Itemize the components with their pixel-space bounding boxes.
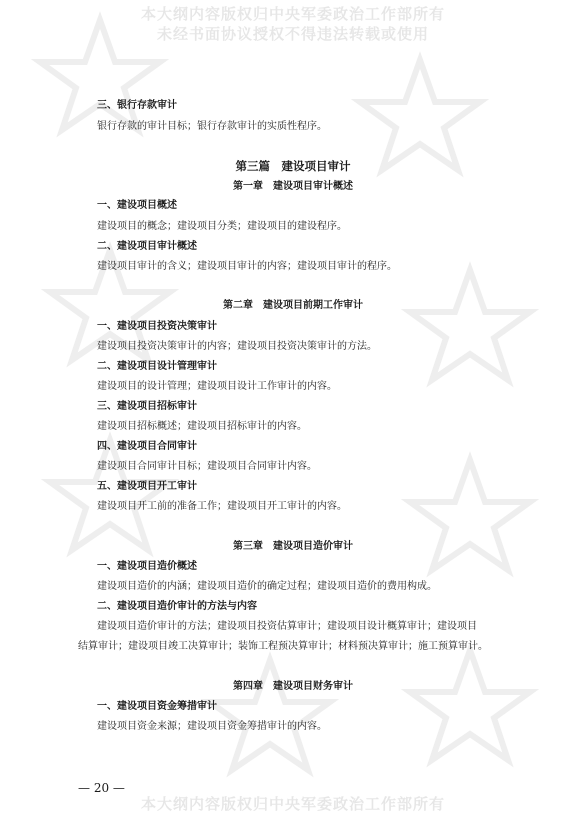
chapter-title: 第一章 建设项目审计概述 (233, 181, 353, 192)
section-text: 建设项目造价的内涵；建设项目造价的确定过程；建设项目造价的费用构成。 (97, 581, 437, 592)
section-text: 建设项目投资决策审计的内容；建设项目投资决策审计的方法。 (97, 341, 377, 352)
section-text: 建设项目的设计管理；建设项目设计工作审计的内容。 (97, 381, 337, 392)
chapter-title: 第四章 建设项目财务审计 (233, 681, 353, 692)
section-heading: 一、建设项目投资决策审计 (97, 321, 217, 332)
section-text: 建设项目招标概述；建设项目招标审计的内容。 (97, 421, 307, 432)
section-text: 建设项目审计的含义；建设项目审计的内容；建设项目审计的程序。 (97, 261, 397, 272)
section-heading: 一、建设项目概述 (97, 200, 177, 211)
section-heading: 二、建设项目造价审计的方法与内容 (97, 601, 257, 612)
watermark-bottom: 本大纲内容版权归中央军委政治工作部所有 (140, 795, 445, 813)
section-heading: 二、建设项目审计概述 (97, 241, 197, 252)
chapter-title: 第三章 建设项目造价审计 (233, 541, 353, 552)
section-heading: 五、建设项目开工审计 (97, 481, 197, 492)
section-heading: 四、建设项目合同审计 (97, 441, 197, 452)
part-title: 第三篇 建设项目审计 (235, 159, 351, 173)
chapter-title: 第二章 建设项目前期工作审计 (223, 300, 363, 311)
watermark-line1: 本大纲内容版权归中央军委政治工作部所有 (140, 5, 445, 23)
section-heading: 二、建设项目设计管理审计 (97, 361, 217, 372)
section-text: 建设项目的概念；建设项目分类；建设项目的建设程序。 (97, 221, 347, 232)
section-text: 建设项目资金来源；建设项目资金筹措审计的内容。 (97, 721, 327, 732)
section-heading: 一、建设项目造价概述 (97, 561, 197, 572)
section-text: 建设项目造价审计的方法；建设项目投资估算审计；建设项目设计概算审计；建设项目 (97, 621, 477, 632)
section-text: 建设项目开工前的准备工作；建设项目开工审计的内容。 (97, 501, 347, 512)
page-number: — 20 — (78, 781, 125, 795)
section-heading: 一、建设项目资金筹措审计 (97, 701, 217, 712)
section-text: 银行存款的审计目标；银行存款审计的实质性程序。 (97, 121, 327, 132)
watermark-line2: 未经书面协议授权不得违法转载或使用 (156, 25, 429, 43)
section-text-continued: 结算审计；建设项目竣工决算审计；装饰工程预决算审计；材料预决算审计；施工预算审计。 (78, 641, 488, 652)
section-heading: 三、银行存款审计 (97, 100, 177, 111)
section-text: 建设项目合同审计目标；建设项目合同审计内容。 (97, 461, 317, 472)
section-heading: 三、建设项目招标审计 (97, 401, 197, 412)
